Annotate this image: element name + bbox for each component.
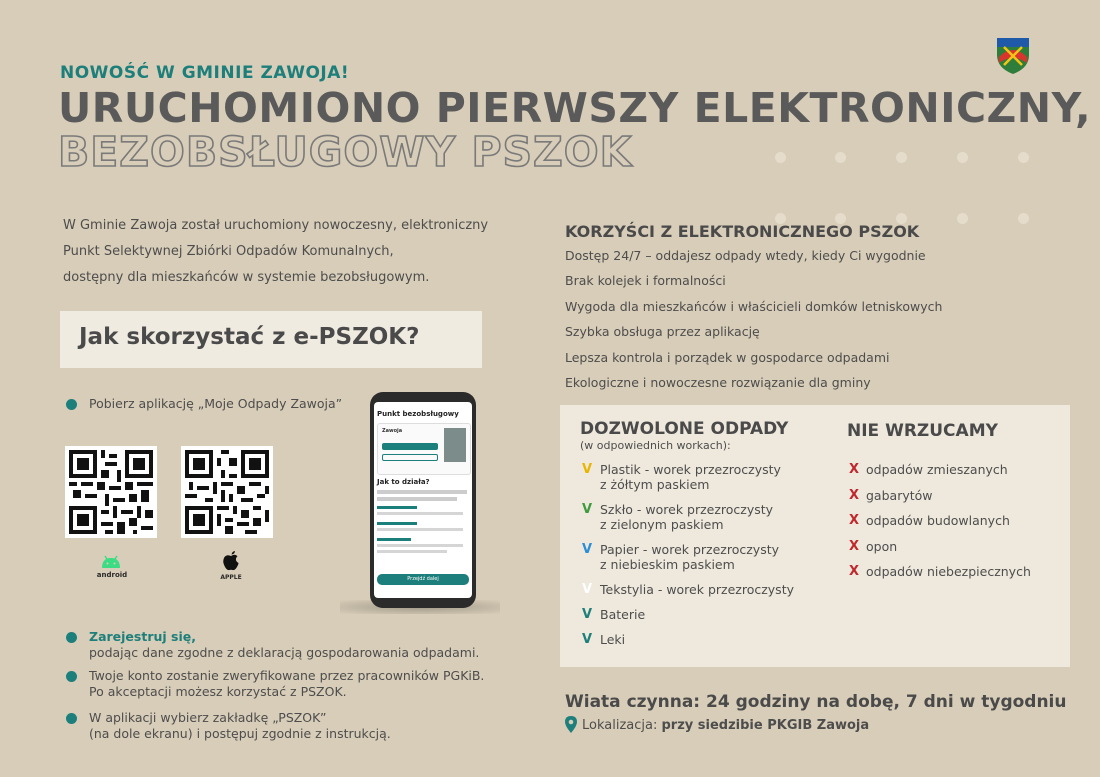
phone-mockup — [370, 392, 476, 608]
cross-icon: X — [849, 513, 860, 528]
benefit-item: Szybka obsługa przez aplikację — [565, 324, 760, 339]
apple-label: APPLE — [220, 574, 242, 581]
step-register — [89, 629, 479, 661]
page-title-outline: BEZOBSŁUGOWY PSZOK — [58, 128, 633, 176]
phone-place: Zawoja — [382, 428, 403, 434]
phone-info-button[interactable] — [382, 454, 438, 461]
phone-screen — [374, 402, 472, 598]
allowed-item: Baterie — [600, 607, 646, 622]
forbidden-item: odpadów niebezpiecznych — [866, 564, 1031, 579]
location-pin-icon — [565, 716, 577, 733]
intro-line: dostępny dla mieszkańców w systemie bezobsługowym. — [63, 270, 430, 285]
android-icon — [100, 555, 122, 569]
step-app — [89, 710, 391, 742]
bullet-icon — [66, 713, 77, 724]
check-icon: V — [582, 582, 593, 597]
phone-text-line — [377, 544, 463, 547]
apple-icon — [221, 550, 241, 572]
allowed-item-line: Papier - worek przezroczysty — [600, 542, 780, 557]
forbidden-title: NIE WRZUCAMY — [847, 421, 998, 441]
benefit-item: Lepsza kontrola i porządek w gospodarce odpadami — [565, 350, 890, 365]
step-verify — [89, 668, 484, 700]
how-to-title: Jak skorzystać z e-PSZOK? — [79, 324, 420, 350]
how-to-box — [60, 311, 482, 368]
phone-next-button[interactable]: Przejdź dalej — [377, 574, 469, 585]
cross-icon: X — [849, 488, 860, 503]
allowed-item — [600, 502, 773, 532]
allowed-item: Leki — [600, 632, 626, 647]
intro-line: W Gminie Zawoja został uruchomiony nowoczesny, elektroniczny — [63, 218, 489, 233]
cross-icon: X — [849, 462, 860, 477]
forbidden-item: gabarytów — [866, 488, 933, 503]
phone-text-line — [377, 506, 417, 509]
phone-photo — [444, 428, 466, 462]
phone-text-line — [377, 528, 463, 531]
bullet-icon — [66, 671, 77, 682]
step-download: Pobierz aplikację „Moje Odpady Zawoja” — [89, 396, 343, 411]
apple-qr-code[interactable] — [181, 446, 273, 538]
step-app-line: W aplikacji wybierz zakładkę „PSZOK” — [89, 710, 327, 725]
allowed-subtitle: (w odpowiednich workach): — [580, 439, 731, 452]
benefit-item: Ekologiczne i nowoczesne rozwiązanie dla gminy — [565, 375, 871, 390]
check-icon: V — [582, 607, 593, 622]
bullet-icon — [66, 632, 77, 643]
allowed-item-line: z zielonym paskiem — [600, 517, 724, 532]
step-register-bold: Zarejestruj się, — [89, 629, 196, 644]
check-icon: V — [582, 542, 593, 557]
step-verify-line: Twoje konto zostanie zweryfikowane przez pracowników PGKiB. — [89, 668, 485, 683]
cross-icon: X — [849, 539, 860, 554]
allowed-item-line: Plastik - worek przezroczysty — [600, 462, 781, 477]
coat-of-arms-logo — [995, 35, 1031, 75]
phone-card — [377, 423, 471, 475]
phone-text-line — [377, 490, 467, 494]
check-icon: V — [582, 462, 593, 477]
benefits-title: KORZYŚCI Z ELEKTRONICZNEGO PSZOK — [565, 222, 920, 241]
allowed-item-line: z żółtym paskiem — [600, 477, 710, 492]
step-app-line: (na dole ekranu) i postępuj zgodnie z instrukcją. — [89, 726, 391, 741]
phone-navigate-button[interactable] — [382, 443, 438, 450]
location-label: Lokalizacja: — [582, 718, 658, 733]
check-icon: V — [582, 502, 593, 517]
benefit-item: Dostęp 24/7 – oddajesz odpady wtedy, kiedy Ci wygodnie — [565, 248, 926, 263]
location — [582, 718, 869, 733]
opening-hours: Wiata czynna: 24 godziny na dobę, 7 dni w tygodniu — [565, 692, 1067, 712]
phone-text-line — [377, 550, 447, 553]
allowed-title: DOZWOLONE ODPADY — [580, 419, 789, 439]
allowed-item — [600, 462, 781, 492]
phone-text-line — [377, 538, 411, 541]
page-title: URUCHOMIONO PIERWSZY ELEKTRONICZNY, — [58, 84, 1092, 132]
check-icon: V — [582, 632, 593, 647]
kicker: NOWOŚĆ W GMINIE ZAWOJA! — [60, 63, 350, 83]
benefit-item: Wygoda dla mieszkańców i właścicieli domków letniskowych — [565, 299, 943, 314]
step-register-text: podając dane zgodne z deklaracją gospodarowania odpadami. — [89, 645, 480, 660]
forbidden-item: odpadów zmieszanych — [866, 462, 1008, 477]
forbidden-item: opon — [866, 539, 898, 554]
location-value: przy siedzibie PKGIB Zawoja — [661, 718, 870, 733]
step-verify-line: Po akceptacji możesz korzystać z PSZOK. — [89, 684, 347, 699]
intro-line: Punkt Selektywnej Zbiórki Odpadów Komunalnych, — [63, 244, 394, 259]
benefit-item: Brak kolejek i formalności — [565, 273, 726, 288]
phone-question: Jak to działa? — [377, 478, 430, 486]
allowed-item: Tekstylia - worek przezroczysty — [600, 582, 794, 597]
phone-text-line — [377, 512, 463, 515]
intro-text — [63, 213, 513, 291]
allowed-item-line: z niebieskim paskiem — [600, 557, 735, 572]
phone-screen-title: Punkt bezobsługowy — [377, 410, 459, 418]
allowed-item-line: Szkło - worek przezroczysty — [600, 502, 774, 517]
android-label: android — [96, 571, 128, 579]
phone-text-line — [377, 497, 457, 501]
bullet-icon — [66, 399, 77, 410]
phone-text-line — [377, 522, 417, 525]
cross-icon: X — [849, 564, 860, 579]
allowed-item — [600, 542, 779, 572]
android-qr-code[interactable] — [65, 446, 157, 538]
forbidden-item: odpadów budowlanych — [866, 513, 1010, 528]
